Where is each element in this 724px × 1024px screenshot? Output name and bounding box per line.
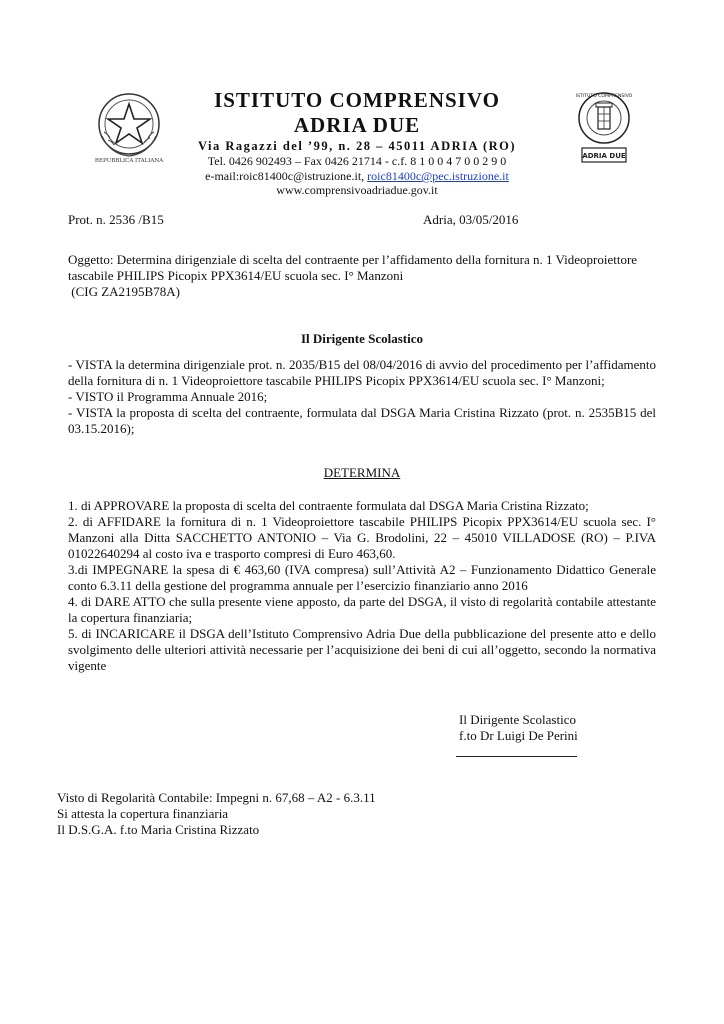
subject-block [68,252,656,300]
accounting-visa: Visto di Regolarità Contabile: Impegni n. 67,68 – A2 - 6.3.11 [57,790,376,805]
institute-phone: Tel. 0426 902493 – Fax 0426 21714 - c.f. 8 1 0 0 4 7 0 0 2 9 0 [207,154,507,168]
emblem-caption: REPUBBLICA ITALIANA [94,158,164,164]
pec-email-link[interactable]: roic81400c@pec.istruzione.it [367,169,509,183]
decision-item: 1. di APPROVARE la proposta di scelta del contraente formulata dal DSGA Maria Cristina Rizzato; [68,498,589,513]
decision-item: 5. di INCARICARE il DSGA dell’Istituto Comprensivo Adria Due della pubblicazione del presente atto e dello svolgimento delle ulteriori attività necessarie per l’acquisizione dei beni di cui all’oggetto, secondo la normativa vigente [68,626,656,673]
place-date: Adria, 03/05/2016 [423,212,519,227]
decision-item: 2. di AFFIDARE la fornitura di n. 1 Videoproiettore tascabile PHILIPS Picopix PPX3614/EU scuola sec. I° Manzoni alla Ditta SACCHETTO ANTONIO – Via G. Brodolini, 22 – 45010 VILLADOSE (RO) – P.IVA 01022640294 al costo iva e trasporto compresi di Euro 463,60. [68,514,656,561]
decisions-block [68,498,656,674]
dsga-signature: Il D.S.G.A. f.to Maria Cristina Rizzato [57,822,260,837]
decision-item: 3.di IMPEGNARE la spesa di € 463,60 (IVA compresa) sull’Attività A2 – Funzionamento Didattico Generale conto 6.3.11 della gestione del programma annuale per l’esercizio finanziario anno 2016 [68,562,656,593]
institute-subname: ADRIA DUE [293,113,421,137]
heading-determina: DETERMINA [323,465,401,480]
signature-line [456,756,577,757]
decision-item: 4. di DARE ATTO che sulla presente viene apposto, da parte del DSGA, il visto di regolarità contabile attestante la copertura finanziaria; [68,594,656,625]
subject-cig: (CIG ZA2195B78A) [68,284,180,299]
institute-website: www.comprensivoadriadue.gov.it [276,183,438,197]
signature-name: f.to Dr Luigi De Perini [459,728,578,743]
institute-name: ISTITUTO COMPRENSIVO [214,88,500,112]
email-address: e-mail:roic81400c@istruzione.it, [205,169,368,183]
institute-address: Via Ragazzi del ’99, n. 28 – 45011 ADRIA (RO) [197,139,517,153]
institute-email [174,169,540,184]
heading-dirigente: Il Dirigente Scolastico [300,331,424,346]
logo-caption: ADRIA DUE [582,152,626,160]
signature-role: Il Dirigente Scolastico [459,712,576,727]
premise-item: - VISTO il Programma Annuale 2016; [68,389,268,404]
repubblica-italiana-emblem [90,88,168,166]
premises-block [68,357,656,437]
logo-ring-text: ISTITUTO COMPRENSIVO [576,94,632,99]
financial-coverage: Si attesta la copertura finanziaria [57,806,229,821]
subject-line-2: tascabile PHILIPS Picopix PPX3614/EU scuola sec. I° Manzoni [68,268,404,283]
premise-item: - VISTA la determina dirigenziale prot. n. 2035/B15 del 08/04/2016 di avvio del procedimento per l’affidamento della fornitura di n. 1 Videoproiettore tascabile PHILIPS Picopix PPX3614/EU scuola sec. I° Manzoni; [68,357,656,388]
subject-line-1: Oggetto: Determina dirigenziale di scelta del contraente per l’affidamento della fornitura n. 1 Videoproiettore [68,252,638,267]
protocol-number: Prot. n. 2536 /B15 [68,212,164,227]
premise-item: - VISTA la proposta di scelta del contraente, formulata dal DSGA Maria Cristina Rizzato (prot. n. 2535B15 del 03.15.2016); [68,405,656,436]
school-logo [576,88,632,168]
